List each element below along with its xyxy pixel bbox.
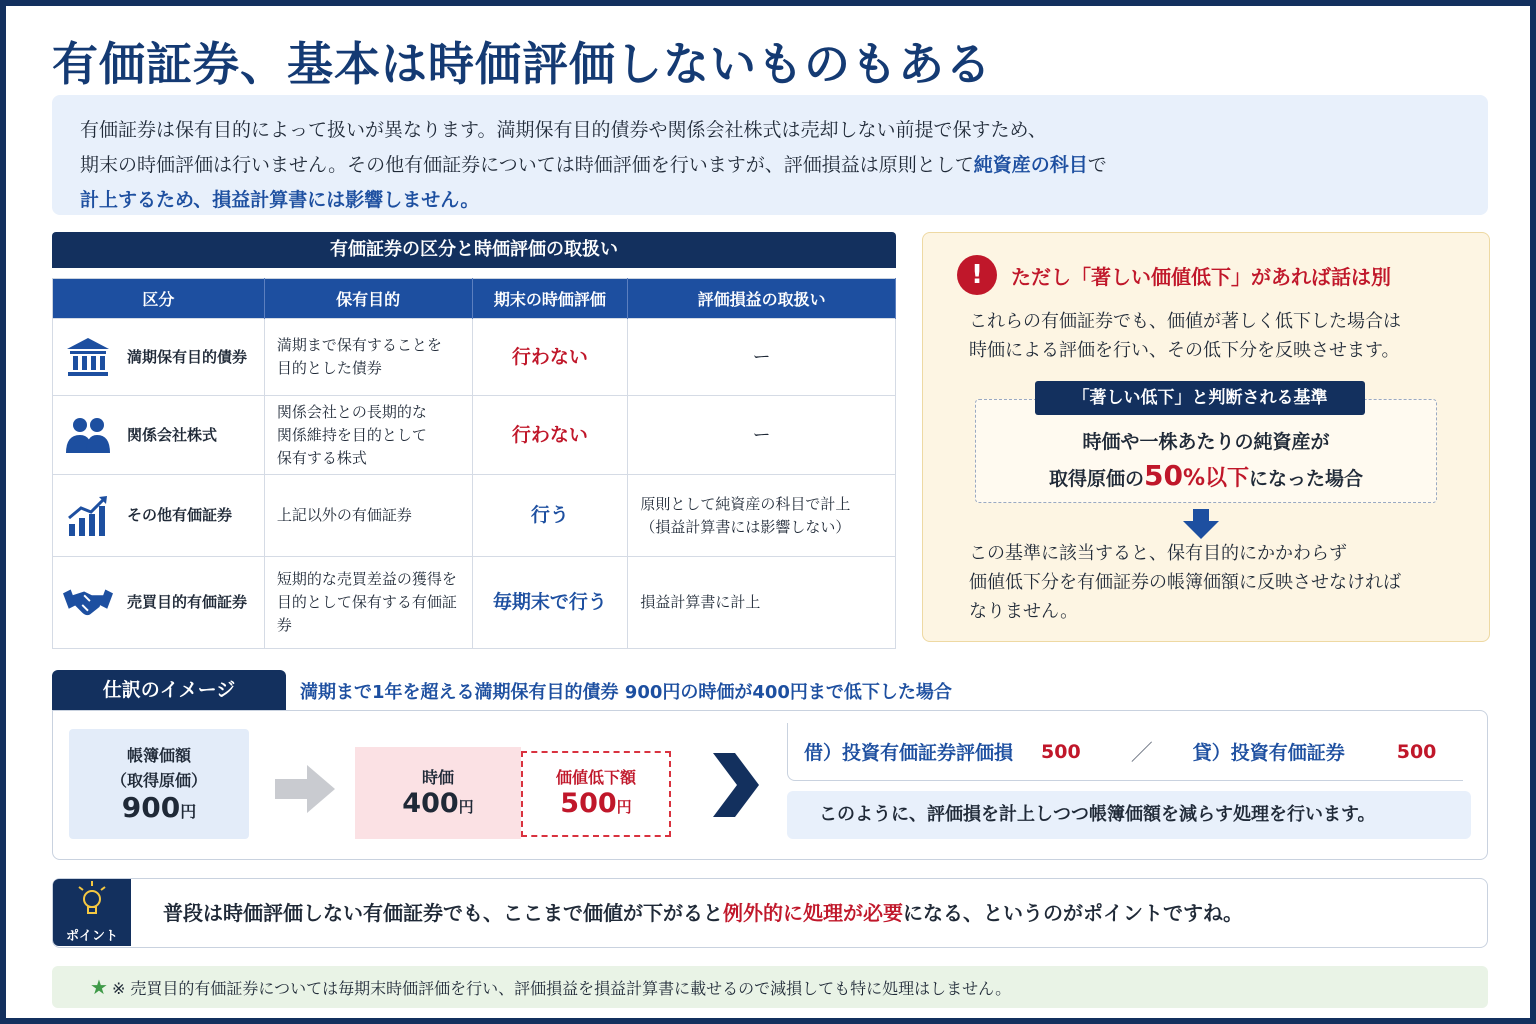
category-label: 満期保有目的債券 — [127, 347, 248, 366]
book-value-box — [69, 729, 249, 839]
point-text-part: になる、というのがポイントですね。 — [903, 901, 1243, 925]
eval-cell: 行う — [472, 475, 628, 557]
decline-value: 500 — [560, 788, 617, 819]
intro-line-3: 計上するため、損益計算書には影響しません。 — [80, 189, 480, 211]
point-bar — [52, 878, 1488, 948]
table-title: 有価証券の区分と時価評価の取扱い — [52, 232, 896, 268]
header-eval: 期末の時価評価 — [472, 279, 628, 319]
footnote — [52, 966, 1488, 1008]
purpose-line: 保有する株式 — [276, 448, 367, 467]
debit-amount: 500 — [1041, 740, 1081, 763]
table-row — [53, 557, 896, 649]
exclamation-icon: ! — [957, 255, 997, 295]
purpose-cell — [264, 319, 472, 396]
purpose-cell — [264, 396, 472, 475]
purpose-line: 関係維持を目的として — [276, 425, 427, 444]
warning-line: 時価による評価を行い、その低下分を反映させます。 — [969, 340, 1400, 361]
yen-unit: 円 — [616, 798, 632, 816]
warning-line: 価値低下分を有価証券の帳簿価額に反映させなければ — [969, 572, 1401, 593]
star-icon: ★ — [90, 975, 108, 999]
intro-highlight: 純資産の科目 — [973, 154, 1088, 176]
book-sublabel: （取得原価） — [110, 771, 207, 790]
footnote-text: ※ 売買目的有価証券については毎期末時価評価を行い、評価損益を損益計算書に載せるので減損しても特に処理はしません。 — [111, 979, 1012, 998]
header-handling: 評価損益の取扱い — [628, 279, 896, 319]
book-amount — [69, 791, 249, 824]
category-label: その他有価証券 — [127, 506, 233, 524]
point-text — [163, 879, 1243, 947]
intro-text: 期末の時価評価は行いません。その他有価証券については時価評価を行いますが、評価損益は原則として — [80, 154, 974, 176]
purpose-line: 目的として保有する有価証券 — [276, 593, 457, 634]
header-category: 区分 — [53, 279, 265, 319]
debit-label: 借）投資有価証券評価損 — [804, 742, 1014, 764]
journal-note: このように、評価損を計上しつつ帳簿価額を減らす処理を行います。 — [787, 791, 1471, 839]
handshake-icon — [63, 581, 113, 625]
group-icon — [63, 413, 113, 457]
criteria-percent-unit: %以下 — [1182, 466, 1249, 491]
purpose-line: 短期的な売買差益の獲得を — [276, 570, 457, 588]
criteria-line: 時価や一株あたりの純資産が — [1082, 431, 1330, 453]
market-label: 時価 — [421, 768, 454, 787]
category-cell — [53, 557, 265, 649]
market-value-box — [355, 747, 521, 839]
handling-cell: 損益計算書に計上 — [628, 557, 896, 649]
criteria-label: 「著しい低下」と判断される基準 — [1035, 381, 1365, 415]
purpose-line: 目的とした債券 — [276, 359, 382, 377]
warning-line: なりません。 — [969, 601, 1079, 622]
purpose-line: 関係会社との長期的な — [276, 402, 427, 421]
decline-box — [521, 751, 671, 837]
warning-box — [922, 232, 1490, 642]
handling-cell: ー — [628, 396, 896, 475]
point-label: ポイント — [65, 929, 118, 944]
point-text-part: 普段は時価評価しない有価証券でも、ここまで価値が下がると — [163, 901, 723, 925]
criteria-line — [975, 459, 1437, 496]
credit-amount: 500 — [1396, 740, 1437, 763]
handling-line: 原則として純資産の科目で計上 — [640, 494, 851, 513]
journal-box — [52, 710, 1488, 860]
decline-amount — [523, 788, 669, 819]
market-value: 400 — [402, 788, 459, 819]
market-amount — [355, 788, 521, 819]
growth-chart-icon — [63, 494, 113, 538]
criteria-text-part: 取得原価の — [1048, 468, 1144, 490]
intro-line-2 — [80, 148, 1460, 183]
warning-title: ただし「著しい価値低下」があれば話は別 — [1011, 264, 1391, 289]
intro-box — [52, 95, 1488, 215]
purpose-cell: 上記以外の有価証券 — [264, 475, 472, 557]
category-cell — [53, 396, 265, 475]
table-header-row — [53, 279, 896, 319]
entry-separator: ／ — [1130, 741, 1153, 766]
warning-text — [969, 307, 1469, 365]
down-arrow-icon — [1181, 509, 1221, 543]
point-badge — [53, 879, 131, 946]
credit-label: 貸）投資有価証券 — [1192, 742, 1345, 764]
criteria-text — [975, 425, 1437, 496]
table-row — [53, 475, 896, 557]
intro-text: で — [1087, 154, 1107, 176]
handling-line: （損益計算書には影響しない） — [640, 517, 851, 536]
book-label: 帳簿価額 — [126, 746, 191, 765]
securities-table — [52, 278, 896, 649]
warning-conclusion — [969, 539, 1469, 626]
lightbulb-icon — [75, 879, 109, 919]
eval-cell: 行わない — [472, 319, 628, 396]
eval-cell: 行わない — [472, 396, 628, 475]
bank-icon — [63, 335, 113, 379]
category-cell — [53, 319, 265, 396]
eval-cell: 毎期末で行う — [472, 557, 628, 649]
purpose-line: 満期まで保有することを — [276, 336, 442, 354]
category-label: 関係会社株式 — [127, 425, 218, 444]
right-arrow-icon — [709, 753, 759, 821]
table-row — [53, 319, 896, 396]
handling-cell — [628, 475, 896, 557]
criteria-text-part: になった場合 — [1249, 468, 1364, 490]
book-value: 900 — [121, 791, 181, 824]
header-purpose: 保有目的 — [264, 279, 472, 319]
yen-unit: 円 — [458, 798, 474, 816]
criteria-percent: 50 — [1143, 459, 1183, 492]
journal-subtitle: 満期まで1年を超える満期保有目的債券 900円の時価が400円まで低下した場合 — [300, 682, 952, 703]
category-label: 売買目的有価証券 — [127, 593, 248, 611]
warning-header — [957, 255, 1391, 295]
table-row — [53, 396, 896, 475]
intro-line-1: 有価証券は保有目的によって扱いが異なります。満期保有目的債券や関係会社株式は売却しない前提で保すため、 — [80, 119, 1047, 141]
handling-cell: ー — [628, 319, 896, 396]
yen-unit: 円 — [180, 802, 197, 821]
point-highlight: 例外的に処理が必要 — [723, 901, 903, 925]
purpose-cell — [264, 557, 472, 649]
decline-label: 価値低下額 — [555, 768, 636, 787]
category-cell — [53, 475, 265, 557]
right-arrow-icon — [275, 763, 335, 819]
warning-line: これらの有価証券でも、価値が著しく低下した場合は — [969, 311, 1401, 332]
journal-entry — [787, 723, 1463, 781]
page-title: 有価証券、基本は時価評価しないものもある — [52, 37, 992, 91]
journal-tab: 仕訳のイメージ — [52, 670, 286, 710]
warning-line: この基準に該当すると、保有目的にかかわらず — [969, 543, 1347, 564]
